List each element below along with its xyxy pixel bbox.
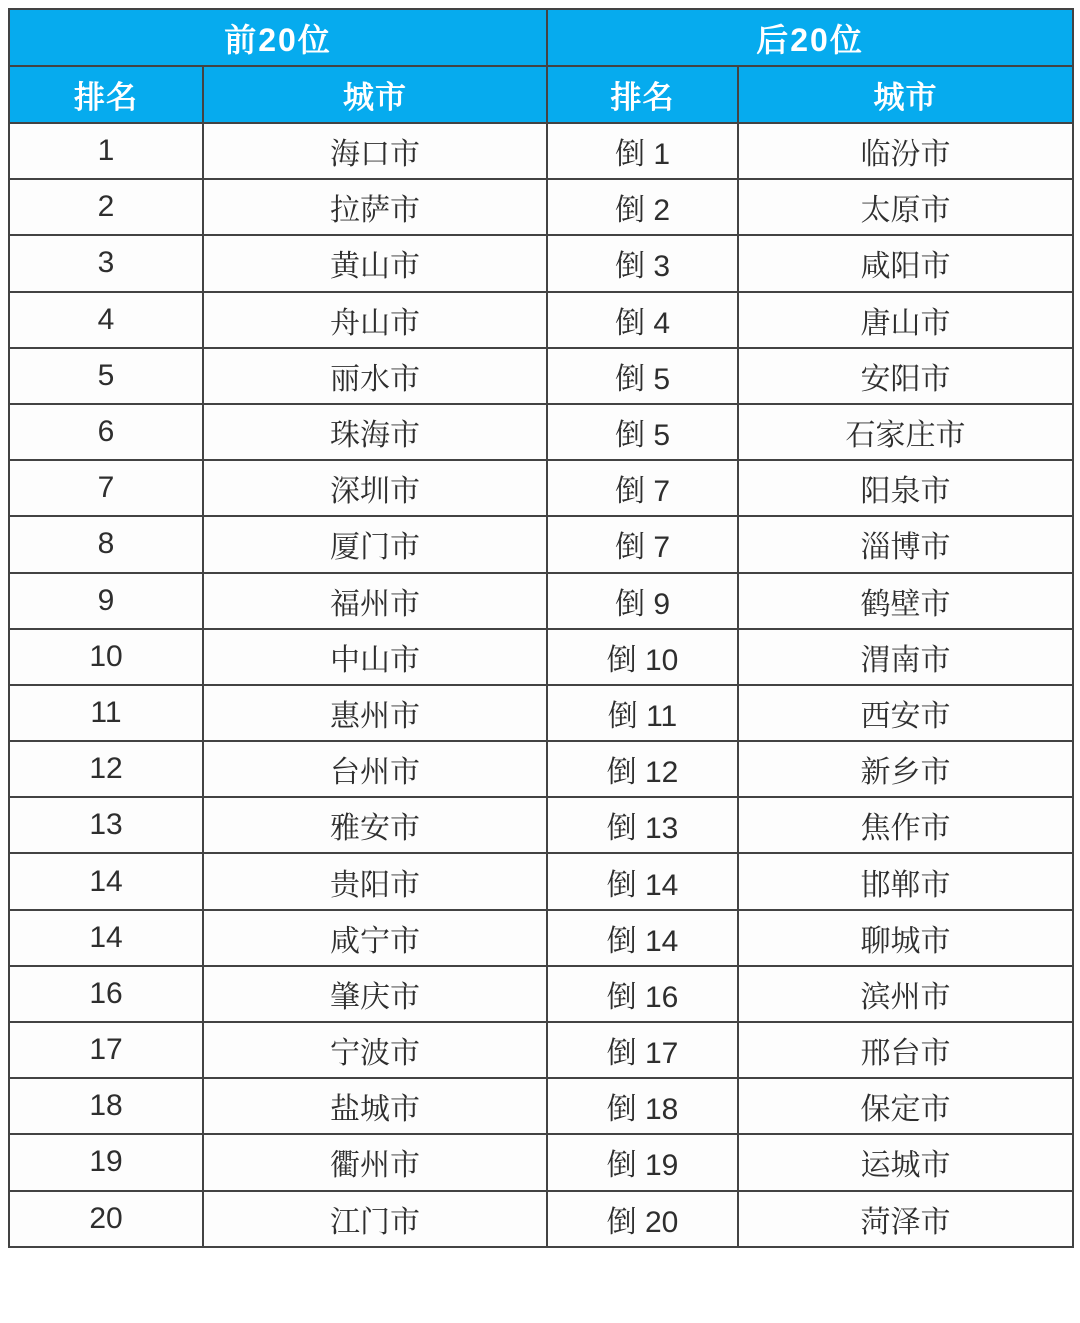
table-row	[9, 853, 1073, 909]
table-row	[9, 1078, 1073, 1134]
rank-cell-top: 18	[9, 1078, 203, 1134]
city-cell-bottom: 邢台市	[738, 1022, 1073, 1078]
rank-cell-bottom: 倒 2	[547, 179, 738, 235]
city-cell-bottom: 咸阳市	[738, 235, 1073, 291]
city-cell-bottom: 太原市	[738, 179, 1073, 235]
city-cell-top: 海口市	[203, 123, 547, 179]
col-header-city-right: 城市	[738, 66, 1073, 123]
table-row	[9, 235, 1073, 291]
city-cell-bottom: 邯郸市	[738, 853, 1073, 909]
table-row	[9, 573, 1073, 629]
table-row	[9, 348, 1073, 404]
table-row	[9, 910, 1073, 966]
city-cell-bottom: 运城市	[738, 1134, 1073, 1190]
rank-cell-top: 4	[9, 292, 203, 348]
city-cell-top: 贵阳市	[203, 853, 547, 909]
table-row	[9, 123, 1073, 179]
table-row	[9, 629, 1073, 685]
rank-cell-bottom: 倒 1	[547, 123, 738, 179]
rank-cell-bottom: 倒 17	[547, 1022, 738, 1078]
city-cell-bottom: 鹤壁市	[738, 573, 1073, 629]
rank-cell-top: 10	[9, 629, 203, 685]
table-row	[9, 1022, 1073, 1078]
city-cell-bottom: 新乡市	[738, 741, 1073, 797]
city-cell-top: 台州市	[203, 741, 547, 797]
rank-cell-bottom: 倒 14	[547, 853, 738, 909]
rank-cell-bottom: 倒 14	[547, 910, 738, 966]
city-cell-top: 舟山市	[203, 292, 547, 348]
rank-cell-bottom: 倒 18	[547, 1078, 738, 1134]
group-header-bottom20: 后20位	[547, 9, 1073, 66]
city-cell-top: 宁波市	[203, 1022, 547, 1078]
city-cell-bottom: 石家庄市	[738, 404, 1073, 460]
table-row	[9, 292, 1073, 348]
table-row	[9, 179, 1073, 235]
rank-cell-top: 14	[9, 853, 203, 909]
rank-cell-bottom: 倒 3	[547, 235, 738, 291]
city-cell-bottom: 聊城市	[738, 910, 1073, 966]
city-cell-bottom: 渭南市	[738, 629, 1073, 685]
table-row	[9, 516, 1073, 572]
table-row	[9, 741, 1073, 797]
rank-cell-top: 9	[9, 573, 203, 629]
rank-cell-bottom: 倒 7	[547, 516, 738, 572]
rank-cell-bottom: 倒 16	[547, 966, 738, 1022]
group-header-row	[9, 9, 1073, 66]
city-cell-bottom: 唐山市	[738, 292, 1073, 348]
col-header-rank-right: 排名	[547, 66, 738, 123]
rank-cell-top: 19	[9, 1134, 203, 1190]
rank-cell-bottom: 倒 5	[547, 348, 738, 404]
city-cell-top: 雅安市	[203, 797, 547, 853]
col-header-city-left: 城市	[203, 66, 547, 123]
rank-cell-bottom: 倒 5	[547, 404, 738, 460]
table-row	[9, 1191, 1073, 1247]
rank-cell-top: 2	[9, 179, 203, 235]
city-cell-top: 厦门市	[203, 516, 547, 572]
group-header-top20: 前20位	[9, 9, 547, 66]
rank-cell-bottom: 倒 19	[547, 1134, 738, 1190]
city-cell-top: 丽水市	[203, 348, 547, 404]
city-cell-top: 咸宁市	[203, 910, 547, 966]
city-cell-bottom: 阳泉市	[738, 460, 1073, 516]
city-cell-top: 珠海市	[203, 404, 547, 460]
rank-cell-top: 12	[9, 741, 203, 797]
rank-cell-top: 5	[9, 348, 203, 404]
city-cell-top: 盐城市	[203, 1078, 547, 1134]
rank-cell-top: 7	[9, 460, 203, 516]
city-cell-bottom: 西安市	[738, 685, 1073, 741]
rank-cell-top: 1	[9, 123, 203, 179]
table-row	[9, 797, 1073, 853]
city-cell-top: 黄山市	[203, 235, 547, 291]
rank-cell-top: 8	[9, 516, 203, 572]
city-cell-top: 拉萨市	[203, 179, 547, 235]
rank-cell-bottom: 倒 7	[547, 460, 738, 516]
table-row	[9, 460, 1073, 516]
table-row	[9, 1134, 1073, 1190]
column-header-row	[9, 66, 1073, 123]
rank-cell-bottom: 倒 12	[547, 741, 738, 797]
city-cell-bottom: 安阳市	[738, 348, 1073, 404]
ranking-table	[8, 8, 1074, 1248]
city-cell-top: 江门市	[203, 1191, 547, 1247]
rank-cell-bottom: 倒 9	[547, 573, 738, 629]
rank-cell-bottom: 倒 4	[547, 292, 738, 348]
rank-cell-bottom: 倒 10	[547, 629, 738, 685]
city-cell-top: 深圳市	[203, 460, 547, 516]
rank-cell-top: 14	[9, 910, 203, 966]
table-row	[9, 966, 1073, 1022]
city-cell-top: 衢州市	[203, 1134, 547, 1190]
city-cell-top: 惠州市	[203, 685, 547, 741]
rank-cell-top: 6	[9, 404, 203, 460]
city-cell-bottom: 临汾市	[738, 123, 1073, 179]
city-cell-bottom: 滨州市	[738, 966, 1073, 1022]
table-row	[9, 685, 1073, 741]
table-row	[9, 404, 1073, 460]
city-cell-top: 中山市	[203, 629, 547, 685]
rank-cell-bottom: 倒 11	[547, 685, 738, 741]
city-cell-top: 福州市	[203, 573, 547, 629]
rank-cell-bottom: 倒 13	[547, 797, 738, 853]
city-cell-bottom: 保定市	[738, 1078, 1073, 1134]
rank-cell-top: 3	[9, 235, 203, 291]
ranking-table-body	[9, 123, 1073, 1247]
city-cell-bottom: 菏泽市	[738, 1191, 1073, 1247]
rank-cell-top: 20	[9, 1191, 203, 1247]
city-cell-bottom: 焦作市	[738, 797, 1073, 853]
col-header-rank-left: 排名	[9, 66, 203, 123]
rank-cell-top: 11	[9, 685, 203, 741]
city-cell-top: 肇庆市	[203, 966, 547, 1022]
rank-cell-top: 17	[9, 1022, 203, 1078]
city-cell-bottom: 淄博市	[738, 516, 1073, 572]
rank-cell-bottom: 倒 20	[547, 1191, 738, 1247]
rank-cell-top: 13	[9, 797, 203, 853]
rank-cell-top: 16	[9, 966, 203, 1022]
